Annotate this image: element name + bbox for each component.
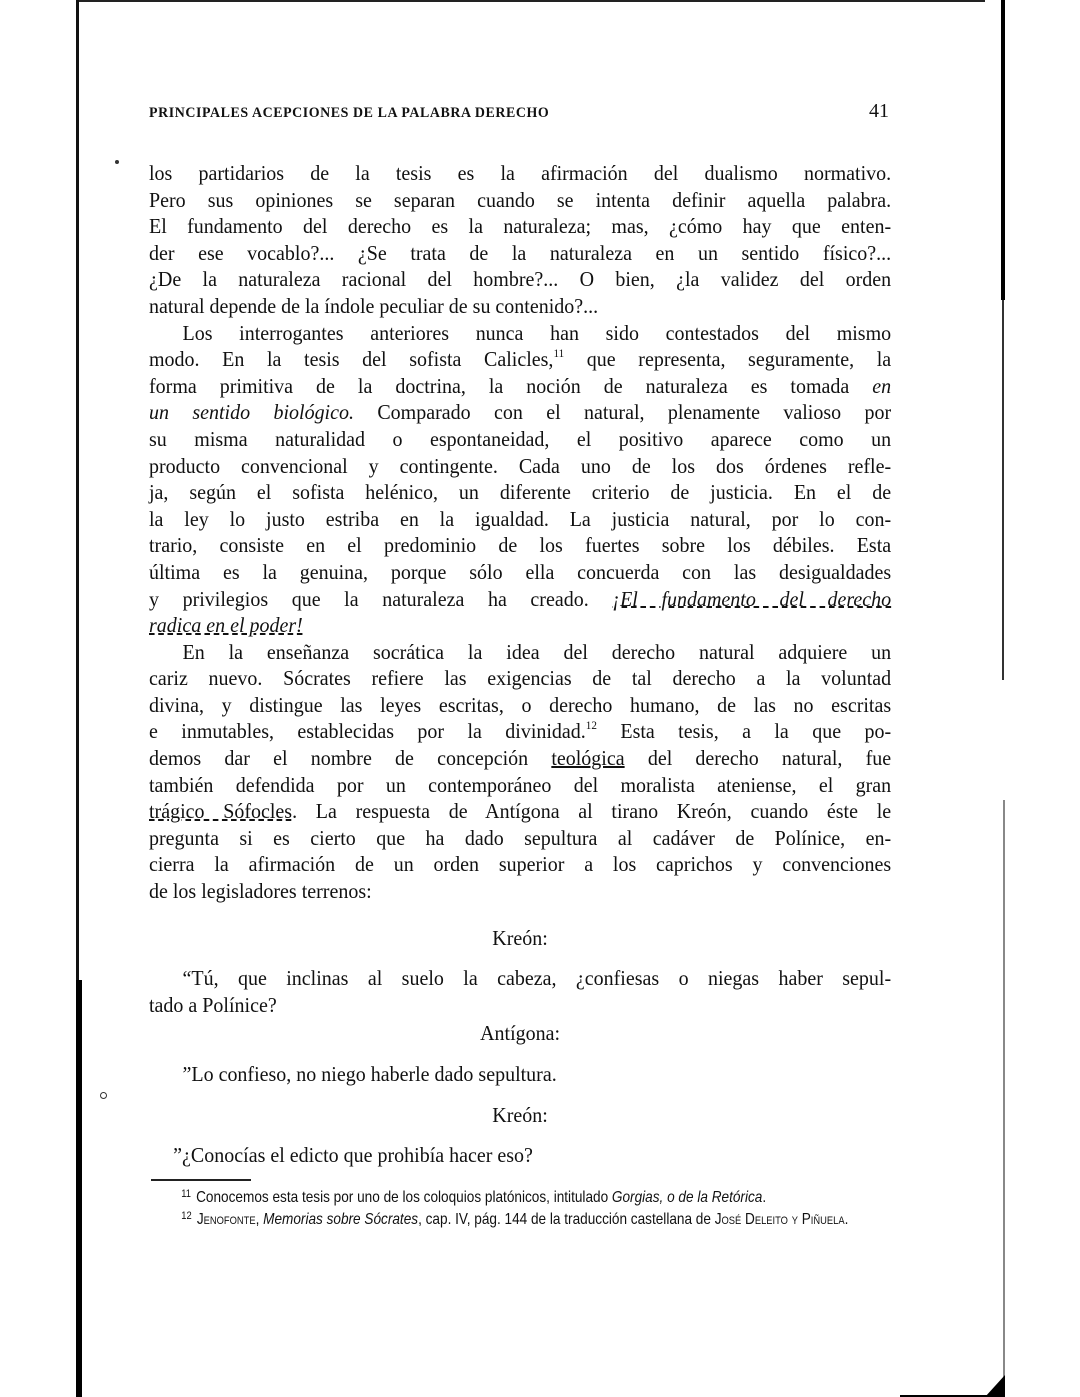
text-line: trario, consiste en el predominio de los fuertes sobre los débiles. Esta — [149, 533, 892, 558]
text-line: los partidarios de la tesis es la afirmación del dualismo normativo. — [149, 161, 892, 185]
running-head — [149, 100, 891, 130]
footnote-ref-11[interactable]: 11 — [553, 346, 565, 361]
text-run: . — [762, 1188, 767, 1206]
scan-border-left-thick — [76, 980, 82, 1397]
text-run: Conocemos esta tesis por uno de los coloquios platónicos, intitulado — [196, 1188, 612, 1206]
author-name: Jenofonte — [196, 1210, 256, 1228]
text-line: Los interrogantes anteriores nunca han sido contestados del mismo — [182, 320, 892, 345]
body-text — [149, 160, 891, 1169]
text-run: , — [255, 1210, 264, 1228]
text-line — [149, 745, 891, 772]
speaker-antigona: Antígona: — [480, 1021, 561, 1046]
text-run: , cap. IV, pág. 144 de la traducción castellana de — [418, 1210, 715, 1228]
text-line: der ese vocablo?... ¿Se trata de la naturaleza en un sentido físico?... — [149, 240, 892, 265]
text-run: e inmutables, establecidas por la divinidad. — [149, 719, 586, 744]
text-line: ”Lo confieso, no niego haberle dado sepultura. — [182, 1062, 557, 1086]
paragraph-calicles — [149, 320, 891, 639]
italic-text: en — [872, 373, 892, 398]
text-run: y privilegios que la naturaleza ha creado. — [149, 586, 613, 611]
paragraph-socratic — [149, 639, 891, 905]
text-run: demos dar el nombre de concepción — [149, 746, 552, 771]
text-run: . — [844, 1210, 849, 1228]
scan-border-top — [77, 0, 985, 2]
text-line — [149, 586, 891, 613]
text-line: cariz nuevo. Sócrates refiere las exigencias de tal derecho a la voluntad — [149, 666, 892, 691]
text-line — [149, 373, 891, 400]
text-line — [149, 612, 891, 639]
dialogue-line — [149, 1142, 891, 1169]
speaker-kreon: Kreón: — [492, 1102, 548, 1127]
text-line: de los legisladores terrenos: — [149, 879, 372, 904]
italic-underlined-text: ¡El fundamento del derecho — [612, 586, 892, 611]
text-run: Esta tesis, a la que po- — [596, 719, 892, 744]
paragraph-continued — [149, 160, 891, 320]
text-line: En la enseñanza socrática la idea del derecho natural adquiere un — [182, 639, 892, 664]
text-line — [149, 718, 891, 745]
text-line — [149, 798, 891, 825]
underlined-text: trágico Sófocles — [149, 799, 293, 824]
book-page — [149, 100, 891, 1229]
text-line: también defendida por un contemporáneo del moralista ateniense, el gran — [149, 772, 892, 797]
text-line: cierra la afirmación de un orden superior a los caprichos y convenciones — [149, 852, 892, 877]
underlined-text: teológica — [551, 746, 625, 771]
italic-text: Memorias sobre Sócrates — [263, 1210, 419, 1228]
text-line — [149, 399, 891, 426]
text-line: natural depende de la índole peculiar de su contenido?... — [149, 293, 599, 318]
text-line: última es la genuina, porque sólo ella concuerda con las desigualdades — [149, 559, 892, 584]
footnote-ref-12[interactable]: 12 — [585, 718, 597, 733]
scan-corner-bottom-right — [985, 1375, 1005, 1397]
text-line: El fundamento del derecho es la naturaleza; mas, ¿cómo hay que enten- — [149, 214, 892, 239]
translator-name: José Deleito y Piñuela — [714, 1210, 845, 1228]
footnote-11 — [149, 1185, 891, 1207]
footnote-rule — [151, 1179, 251, 1181]
page-number: 41 — [869, 100, 889, 122]
footnote-12 — [149, 1207, 891, 1229]
text-line: producto convencional y contingente. Cada uno de los dos órdenes refle- — [149, 453, 892, 478]
scan-border-right — [1001, 0, 1005, 300]
text-run: que representa, seguramente, la — [564, 347, 892, 372]
text-line: pregunta si es cierto que ha dado sepultura al cadáver de Polínice, en- — [149, 825, 892, 850]
text-line: “Tú, que inclinas al suelo la cabeza, ¿confiesas o niegas haber sepul- — [182, 966, 892, 991]
footnote-number: 12 — [181, 1209, 192, 1222]
text-line: su misma naturalidad o espontaneidad, el positivo aparece como un — [149, 426, 892, 451]
text-run: modo. En la tesis del sofista Calicles, — [149, 347, 554, 372]
footnote-number: 11 — [181, 1187, 192, 1200]
italic-underlined-text: radica en el poder! — [149, 613, 303, 638]
text-run: Comparado con el natural, plenamente valioso por — [353, 400, 892, 425]
text-run: forma primitiva de la doctrina, la noción de naturaleza es tomada — [149, 373, 873, 398]
scan-speck — [115, 160, 119, 164]
scan-speck — [100, 1092, 107, 1099]
scan-border-right-faint — [1003, 800, 1005, 1397]
text-line: ”¿Conocías el edicto que prohibía hacer eso? — [173, 1143, 533, 1168]
footnotes — [149, 1185, 891, 1229]
text-run: del derecho natural, fue — [624, 746, 892, 771]
text-line: ja, según el sofista helénico, un diferente criterio de justicia. En el de — [149, 480, 892, 505]
text-line: la ley lo justo estriba en la igualdad. La justicia natural, por lo con- — [149, 506, 892, 531]
text-line: Pero sus opiniones se separan cuando se intenta definir aquella palabra. — [149, 187, 892, 212]
italic-text: Gorgias, o de la Retórica — [611, 1188, 763, 1206]
text-line: tado a Polínice? — [149, 992, 277, 1017]
text-line: divina, y distingue las leyes escritas, o derecho humano, de las no escritas — [149, 692, 892, 717]
dialogue-line — [149, 1061, 891, 1088]
text-run: . La respuesta de Antígona al tirano Kreón, cuando éste le — [292, 799, 892, 824]
dialogue-line — [149, 965, 891, 1018]
text-line — [149, 346, 891, 373]
speaker-kreon: Kreón: — [492, 925, 548, 950]
text-line: ¿De la naturaleza racional del hombre?... O bien, ¿la validez del orden — [149, 267, 892, 292]
italic-text: un sentido biológico. — [149, 400, 354, 425]
running-head-title: PRINCIPALES ACEPCIONES DE LA PALABRA DERECHO — [149, 105, 550, 121]
scan-border-right-mid — [1002, 300, 1004, 680]
